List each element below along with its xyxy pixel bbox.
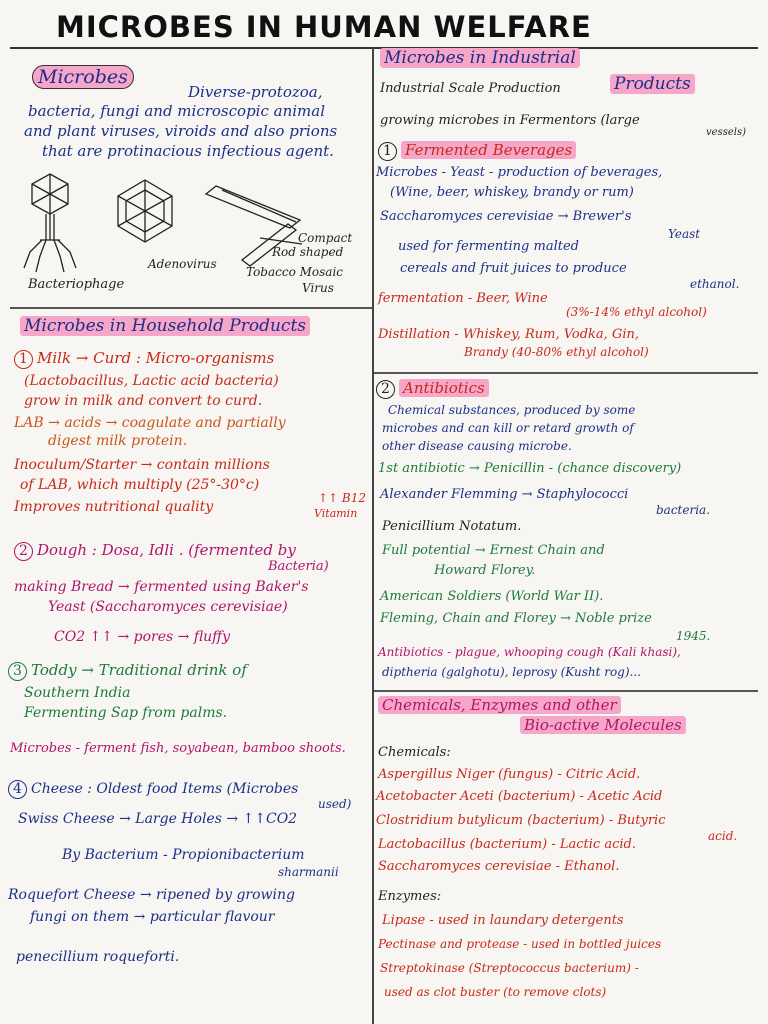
bacteriophage-label: Bacteriophage: [28, 277, 125, 292]
antibiotics-line-10: American Soldiers (World War II).: [380, 589, 604, 604]
chemicals-heading-2: Bio-active Molecules: [520, 718, 686, 733]
beverages-line-9: (3%-14% ethyl alcohol): [566, 305, 707, 319]
right-divider-1: [374, 372, 758, 374]
vitamin-label: Vitamin: [314, 507, 358, 520]
milk-line-8: Improves nutritional quality: [14, 499, 214, 515]
beverages-line-11: Brandy (40-80% ethyl alcohol): [464, 345, 649, 359]
toddy-line-2: Southern India: [24, 685, 131, 701]
milk-line-4: LAB → acids → coagulate and partially: [14, 415, 286, 431]
right-divider-2: [374, 690, 758, 692]
milk-line-6: Inoculum/Starter → contain millions: [14, 457, 270, 473]
antibiotics-line-11: Fleming, Chain and Florey → Noble prize: [380, 611, 652, 626]
cheese-line-6: Roquefort Cheese → ripened by growing: [8, 887, 295, 903]
antibiotics-line-2: microbes and can kill or retard growth of: [382, 421, 634, 435]
beverages-line-10: Distillation - Whiskey, Rum, Vodka, Gin,: [378, 327, 639, 342]
household-heading: Microbes in Household Products: [20, 318, 310, 335]
antibiotics-line-5: Alexander Flemming → Staphylococci: [380, 487, 629, 502]
beverages-line-2: (Wine, beer, whiskey, brandy or rum): [390, 185, 634, 200]
milk-line-1: 1 Milk → Curd : Micro-organisms: [14, 350, 274, 369]
dough-line-2: Bacteria): [268, 559, 329, 574]
microbes-line-4: that are protinacious infectious agent.: [42, 142, 334, 160]
milk-line-5: digest milk protein.: [48, 433, 188, 449]
cheese-line-5: sharmanii: [278, 865, 339, 879]
cheese-line-2: used): [318, 797, 352, 811]
enz-line-3: Streptokinase (Streptococcus bacterium) -: [380, 961, 639, 975]
column-divider: [372, 47, 374, 1024]
beverages-line-1: Microbes - Yeast - production of beverages,: [376, 165, 663, 180]
antibiotics-line-3: other disease causing microbe.: [382, 439, 572, 453]
industrial-line-2: growing microbes in Fermentors (large: [380, 113, 640, 128]
cheese-line-1: 4 Cheese : Oldest food Items (Microbes: [8, 780, 298, 799]
tmv-label-3: Tobacco Mosaic: [246, 265, 343, 279]
chem-line-5: Lactobacillus (bacterium) - Lactic acid.: [378, 837, 636, 852]
antibiotics-line-13: Antibiotics - plague, whooping cough (Kali khasi),: [378, 645, 681, 659]
microbes-heading: Microbes: [32, 68, 134, 87]
cheese-line-8: penecillium roqueforti.: [16, 949, 180, 965]
antibiotics-line-4: 1st antibiotic → Penicillin - (chance discovery): [378, 461, 682, 476]
dough-line-4: Yeast (Saccharomyces cerevisiae): [48, 599, 288, 615]
microbes-line-3: and plant viruses, viroids and also prions: [24, 122, 338, 140]
microbes-line-1: Diverse-protozoa,: [188, 83, 323, 101]
beverages-title: 1 Fermented Beverages: [378, 142, 576, 161]
page-title: MICROBES IN HUMAN WELFARE: [56, 10, 592, 44]
tmv-label-1: Compact: [298, 231, 353, 245]
chem-line-3: Clostridium butylicum (bacterium) - Butyric: [376, 813, 666, 828]
microbes-line-2: bacteria, fungi and microscopic animal: [28, 102, 325, 120]
cheese-line-7: fungi on them → particular flavour: [30, 909, 275, 925]
ferment-line: Microbes - ferment fish, soyabean, bamboo shoots.: [10, 741, 346, 756]
chem-line-4: acid.: [708, 829, 738, 843]
adenovirus-label: Adenovirus: [148, 257, 217, 271]
milk-line-3: grow in milk and convert to curd.: [24, 393, 263, 409]
industrial-line-3: vessels): [706, 127, 746, 138]
chem-line-1: Aspergillus Niger (fungus) - Citric Acid.: [378, 767, 641, 782]
tmv-label-2: Rod shaped: [272, 245, 344, 259]
beverages-line-6: cereals and fruit juices to produce: [400, 261, 627, 276]
antibiotics-line-6: bacteria.: [656, 503, 711, 517]
antibiotics-title: 2 Antibiotics: [376, 380, 489, 399]
adenovirus-sketch: [118, 180, 172, 242]
dough-line-1: 2 Dough : Dosa, Idli . (fermented by: [14, 542, 296, 561]
toddy-line-3: Fermenting Sap from palms.: [24, 705, 228, 721]
enz-line-4: used as clot buster (to remove clots): [384, 985, 607, 999]
beverages-line-8: fermentation - Beer, Wine: [378, 291, 548, 306]
dough-line-3: making Bread → fermented using Baker's: [14, 579, 309, 595]
enz-line-2: Pectinase and protease - used in bottled juices: [378, 937, 662, 951]
chemicals-heading-1: Chemicals, Enzymes and other: [378, 698, 621, 713]
beverages-line-4: Yeast: [668, 227, 701, 241]
industrial-heading-2: Products: [610, 76, 695, 93]
enz-line-1: Lipase - used in laundary detergents: [382, 913, 624, 928]
cheese-line-3: Swiss Cheese → Large Holes → ↑↑CO2: [18, 811, 298, 827]
milk-line-2: (Lactobacillus, Lactic acid bacteria): [24, 373, 279, 389]
chem-line-2: Acetobacter Aceti (bacterium) - Acetic Acid: [376, 789, 663, 804]
b12-label: ↑↑ B12: [318, 491, 367, 505]
bacteriophage-sketch: [24, 174, 76, 272]
beverages-line-3: Saccharomyces cerevisiae → Brewer's: [380, 209, 632, 224]
industrial-heading-1: Microbes in Industrial: [380, 50, 580, 67]
antibiotics-line-9: Howard Florey.: [434, 563, 536, 578]
enz-title: Enzymes:: [378, 889, 442, 904]
antibiotics-line-1: Chemical substances, produced by some: [388, 403, 636, 417]
beverages-line-5: used for fermenting malted: [398, 239, 579, 254]
tmv-label-4: Virus: [302, 281, 334, 295]
antibiotics-line-14: diptheria (galghotu), leprosy (Kusht rog)...: [382, 665, 641, 679]
antibiotics-line-12: 1945.: [676, 629, 711, 643]
beverages-line-7: ethanol.: [690, 277, 740, 291]
antibiotics-line-7: Penicillium Notatum.: [382, 519, 522, 534]
milk-line-7: of LAB, which multiply (25°-30°c): [20, 477, 260, 493]
dough-line-5: CO2 ↑↑ → pores → fluffy: [54, 629, 231, 645]
left-divider-1: [10, 307, 372, 309]
industrial-line-1: Industrial Scale Production: [380, 81, 561, 96]
chem-title: Chemicals:: [378, 745, 451, 760]
cheese-line-4: By Bacterium - Propionibacterium: [62, 847, 305, 863]
chem-line-6: Saccharomyces cerevisiae - Ethanol.: [378, 859, 620, 874]
antibiotics-line-8: Full potential → Ernest Chain and: [382, 543, 605, 558]
toddy-line-1: 3 Toddy → Traditional drink of: [8, 662, 247, 681]
